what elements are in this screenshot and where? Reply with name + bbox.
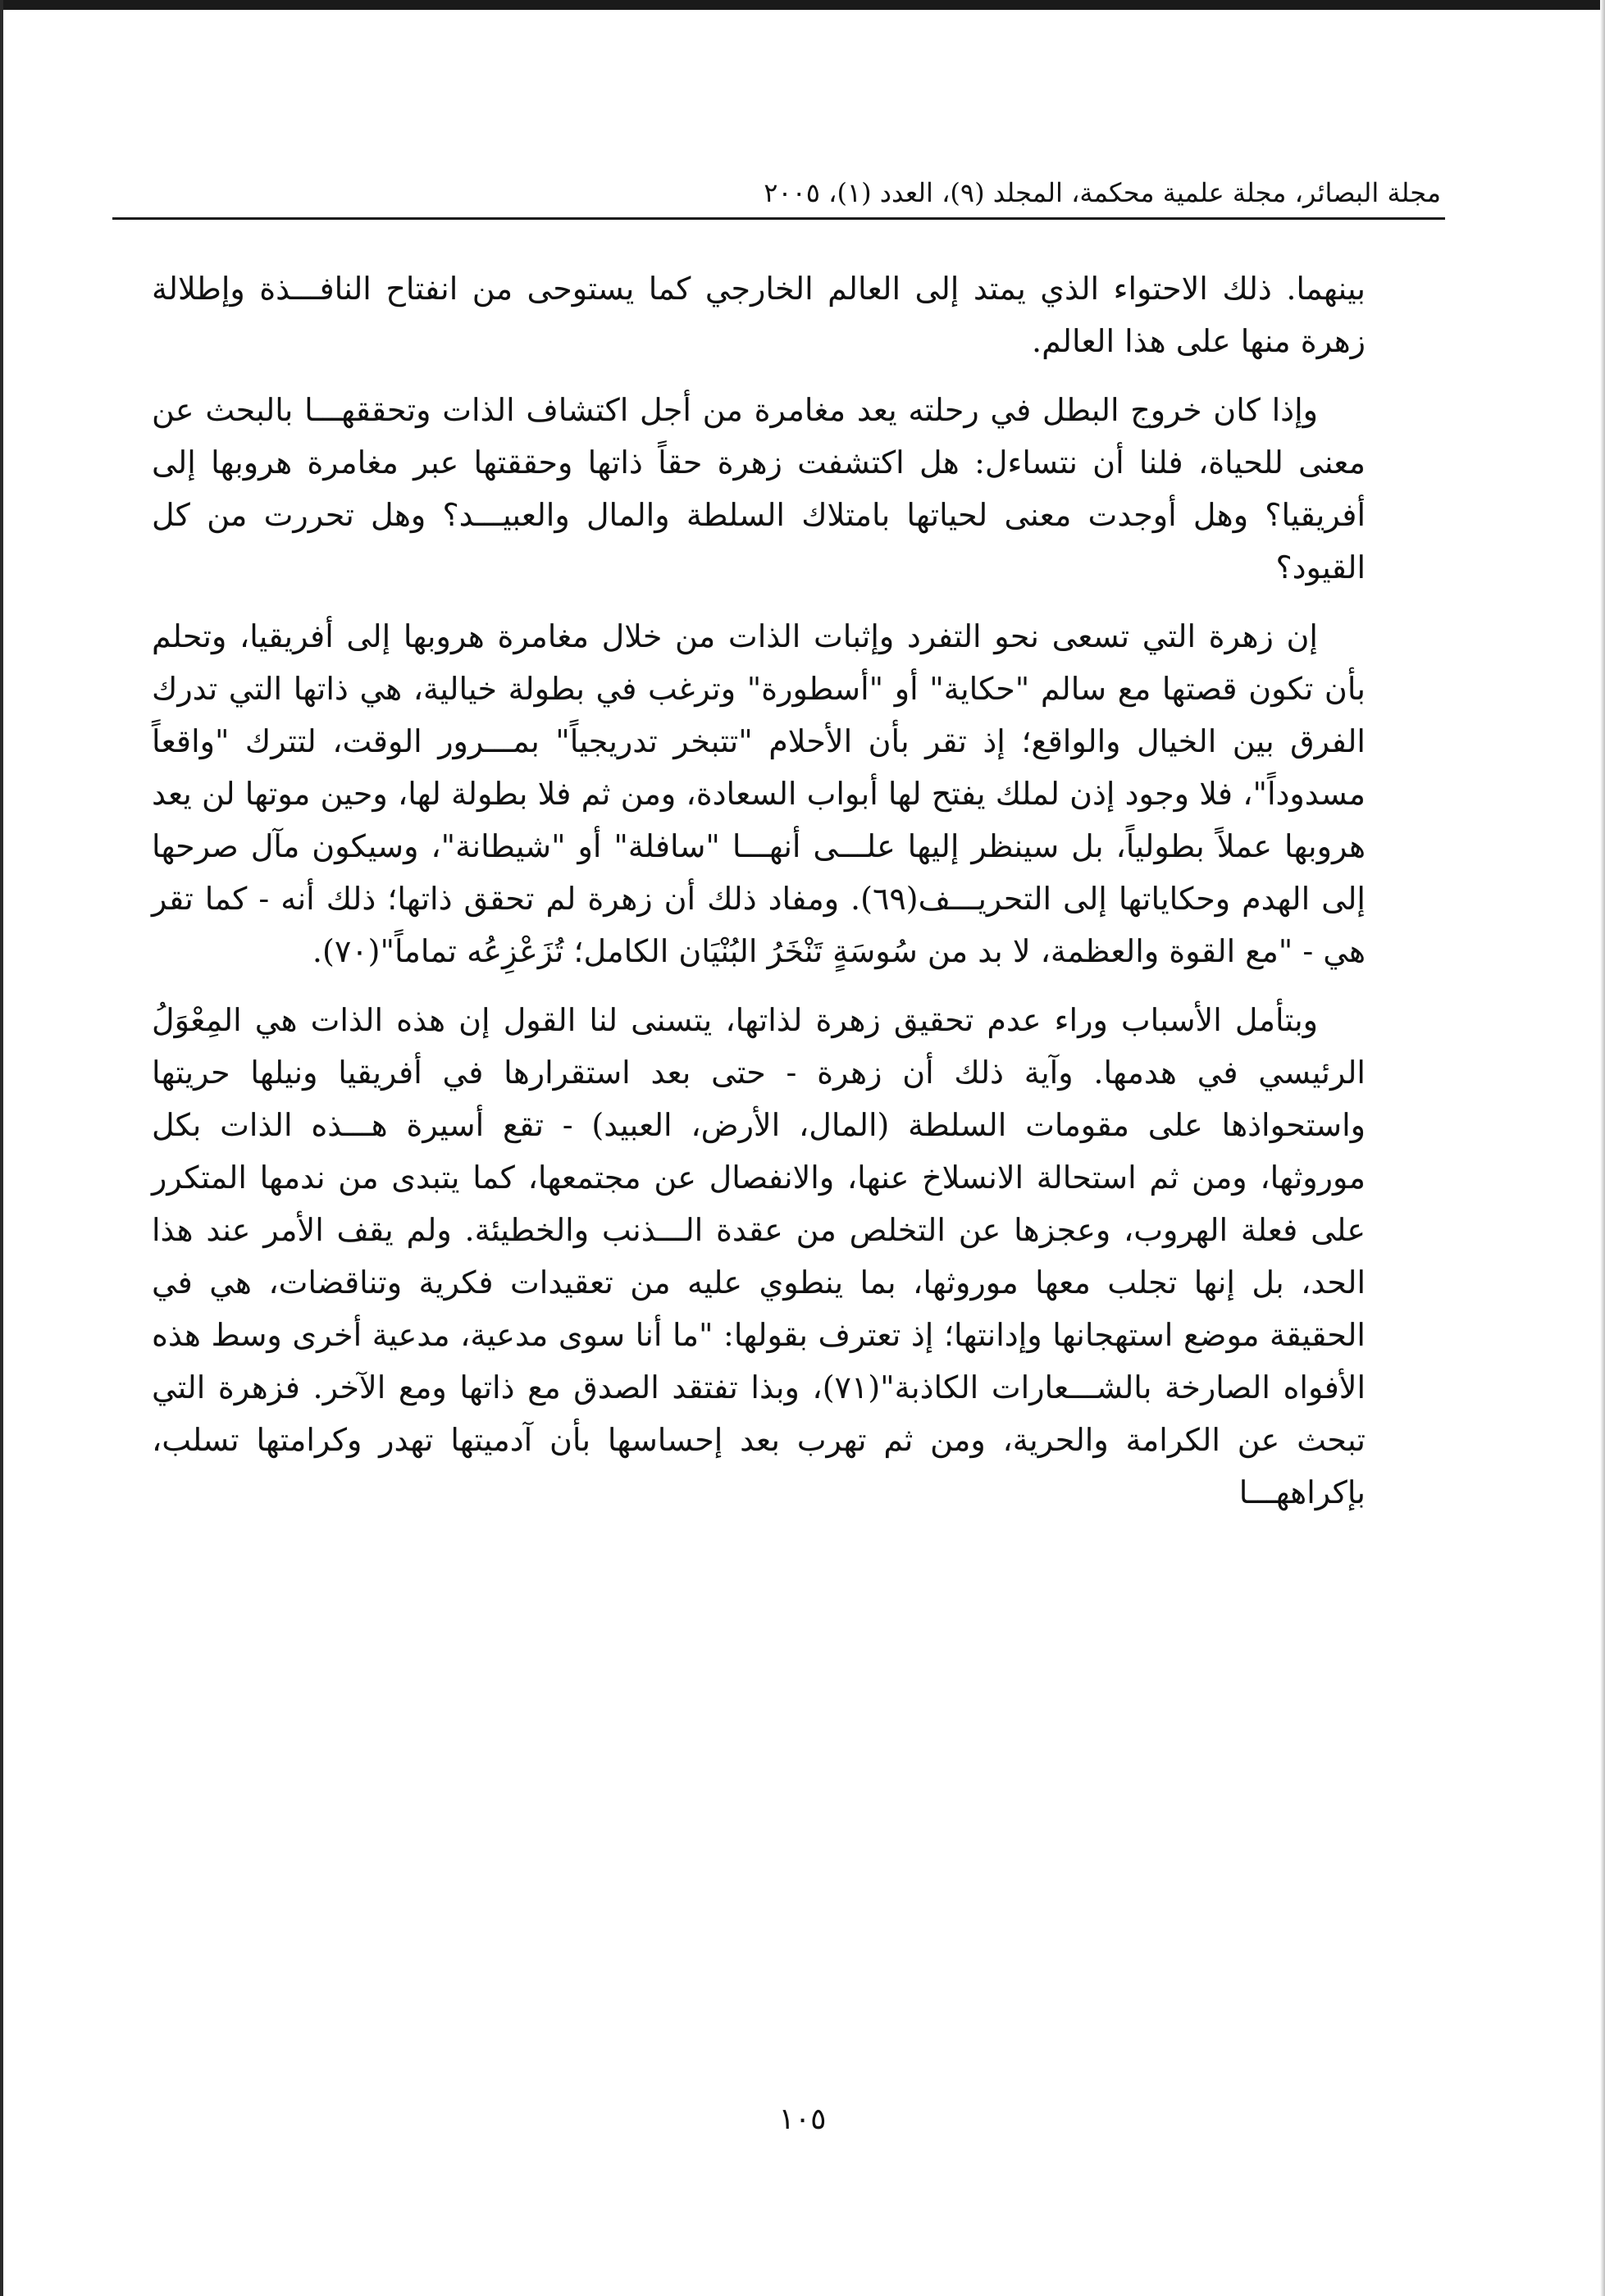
scan-right-edge bbox=[1600, 0, 1605, 2296]
paragraph-1: بينهما. ذلك الاحتواء الذي يمتد إلى العالم الخارجي كما يستوحى من انفتاح النافـــذة وإطلالة زهرة منها على هذا العالم. bbox=[152, 271, 1366, 359]
paragraph-3: إن زهرة التي تسعى نحو التفرد وإثبات الذات من خلال مغامرة هروبها إلى أفريقيا، وتحلم بأن تكون قصتها مع سالم "حكاية" أو "أسطورة" وترغب في بطولة خيالية، هي ذاتها التي تدرك الفرق بين الخيال والواقع؛ إذ تقر بأن الأحلام "تتبخر تدريجياً" بمـــرور الوقت، لتترك "واقعاً مسدوداً"، فلا وجود إذن لملك يفتح لها أبواب السعادة، ومن ثم فلا بطولة لها، وحين موتها لن يعد هروبها عملاً بطولياً، بل سينظر إليها علـــى أنهـــا "سافلة" أو "شيطانة"، وسيكون مآل صرحها إلى الهدم وحكاياتها إلى التحريـــف(٦٩). ومفاد ذلك أن زهرة لم تحقق ذاتها؛ ذلك أنه - كما تقر هي - "مع القوة والعظمة، لا بد من سُوسَةٍ تَنْخَرُ البُنْيَان الكامل؛ تُزَعْزِعُه تماماً"(٧٠). bbox=[152, 618, 1366, 969]
paragraph-4: وبتأمل الأسباب وراء عدم تحقيق زهرة لذاتها، يتسنى لنا القول إن هذه الذات هي المِعْوَلُ الرئيسي في هدمها. وآية ذلك أن زهرة - حتى بعد استقرارها في أفريقيا ونيلها حريتها واستحواذها على مقومات السلطة (المال، الأرض، العبيد) - تقع أسيرة هـــذه الذات بكل موروثها، ومن ثم استحالة الانسلاخ عنها، والانفصال عن مجتمعها، كما يتبدى من ندمها المتكرر على فعلة الهروب، وعجزها عن التخلص من عقدة الـــذنب والخطيئة. ولم يقف الأمر عند هذا الحد، بل إنها تجلب معها موروثها، بما ينطوي عليه من تعقيدات فكرية وتناقضات، هي في الحقيقة موضع استهجانها وإدانتها؛ إذ تعترف بقولها: "ما أنا سوى مدعية، مدعية أخرى وسط هذه الأفواه الصارخة بالشـــعارات الكاذبة"(٧١)، وبذا تفتقد الصدق مع ذاتها ومع الآخر. فزهرة التي تبحث عن الكرامة والحرية، ومن ثم تهرب بعد إحساسها بأن آدميتها تهدر وكرامتها تسلب، بإكراههـــا bbox=[152, 1002, 1366, 1510]
header-rule bbox=[112, 217, 1445, 220]
scan-left-edge bbox=[0, 0, 3, 2296]
page-number: ١٠٥ bbox=[778, 2102, 827, 2136]
body-text bbox=[152, 262, 1366, 1535]
paragraph-2: وإذا كان خروج البطل في رحلته يعد مغامرة من أجل اكتشاف الذات وتحققهـــا بالبحث عن معنى للحياة، فلنا أن نتساءل: هل اكتشفت زهرة حقاً ذاتها وحققتها عبر مغامرة هروبها إلى أفريقيا؟ وهل أوجدت معنى لحياتها بامتلاك السلطة والمال والعبيـــد؟ وهل تحررت من كل القيود؟ bbox=[152, 392, 1366, 585]
scan-top-edge bbox=[0, 0, 1605, 10]
running-header: مجلة البصائر، مجلة علمية محكمة، المجلد (٩)، العدد (١)، ٢٠٠٥ bbox=[764, 177, 1441, 208]
